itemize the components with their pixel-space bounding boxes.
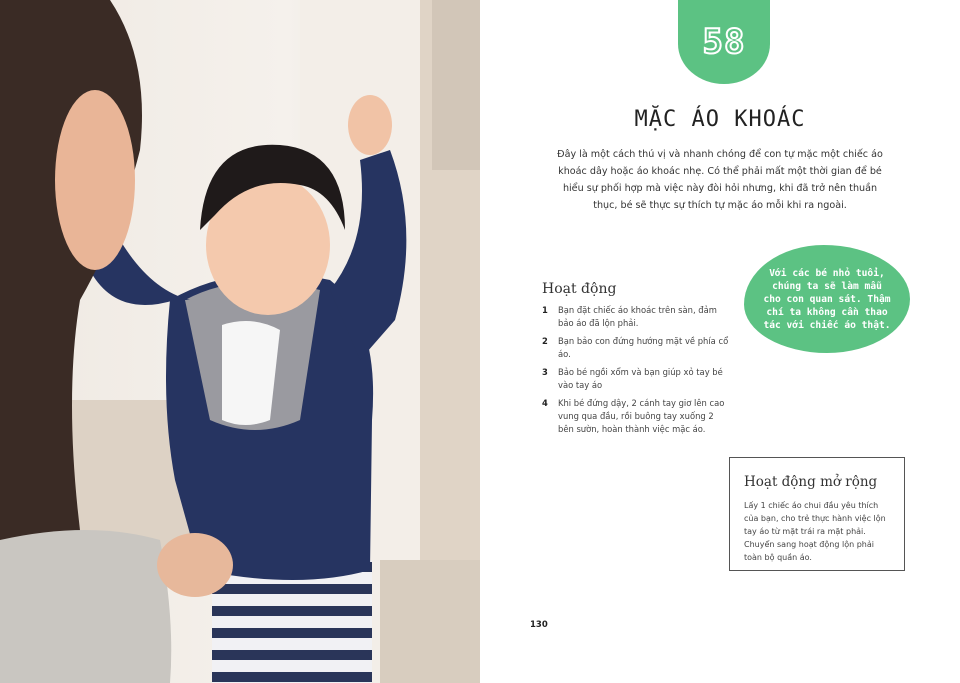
extension-box [729,457,905,571]
step-text: Bạn đặt chiếc áo khoác trên sàn, đảm bảo áo đã lộn phải. [558,305,717,328]
step-text: Bảo bé ngồi xổm và bạn giúp xỏ tay bé vào tay áo [558,367,723,390]
step-text: Khi bé đứng dậy, 2 cánh tay giơ lên cao vung qua đầu, rồi buông tay xuống 2 bên sườn, hoàn thành việc mặc áo. [558,398,725,434]
activity-number-badge [678,0,770,84]
step-number: 2 [542,336,548,346]
step-number: 3 [542,367,548,377]
tip-text: Với các bé nhỏ tuổi, chúng ta sẽ làm mẫu cho con quan sát. Thậm chí ta không cần thao tác với chiếc áo thật. [763,267,891,331]
page-title: MẶC ÁO KHOÁC [634,107,806,132]
activity-steps [542,304,732,441]
step-number: 1 [542,305,548,315]
extension-heading: Hoạt động mở rộng [744,474,878,490]
step-text: Bạn bảo con đứng hướng mặt về phía cổ áo. [558,336,729,359]
step-item [542,397,732,436]
activity-number: 58 [702,22,746,62]
page-number: 130 [530,620,548,630]
step-item [542,366,732,392]
tip-bubble [744,245,910,353]
intro-paragraph: Đây là một cách thú vị và nhanh chóng để con tự mặc một chiếc áo khoác dây hoặc áo khoác nhẹ. Có thể phải mất một thời gian để bé hiểu sự phối hợp mà việc này đòi hỏi nhưng, khi đã trở nên thuần thục, bé sẽ thực sự thích tự mặc áo mỗi khi ra ngoài. [557,149,883,211]
extension-text: Lấy 1 chiếc áo chui đầu yêu thích của bạn, cho trẻ thực hành việc lộn tay áo từ mặt trái ra mặt phải. Chuyển sang hoạt động lộn phải toàn bộ quần áo. [744,501,886,562]
step-item [542,304,732,330]
book-page [480,0,960,683]
step-item [542,335,732,361]
activity-heading: Hoạt động [542,281,617,297]
step-number: 4 [542,398,548,408]
